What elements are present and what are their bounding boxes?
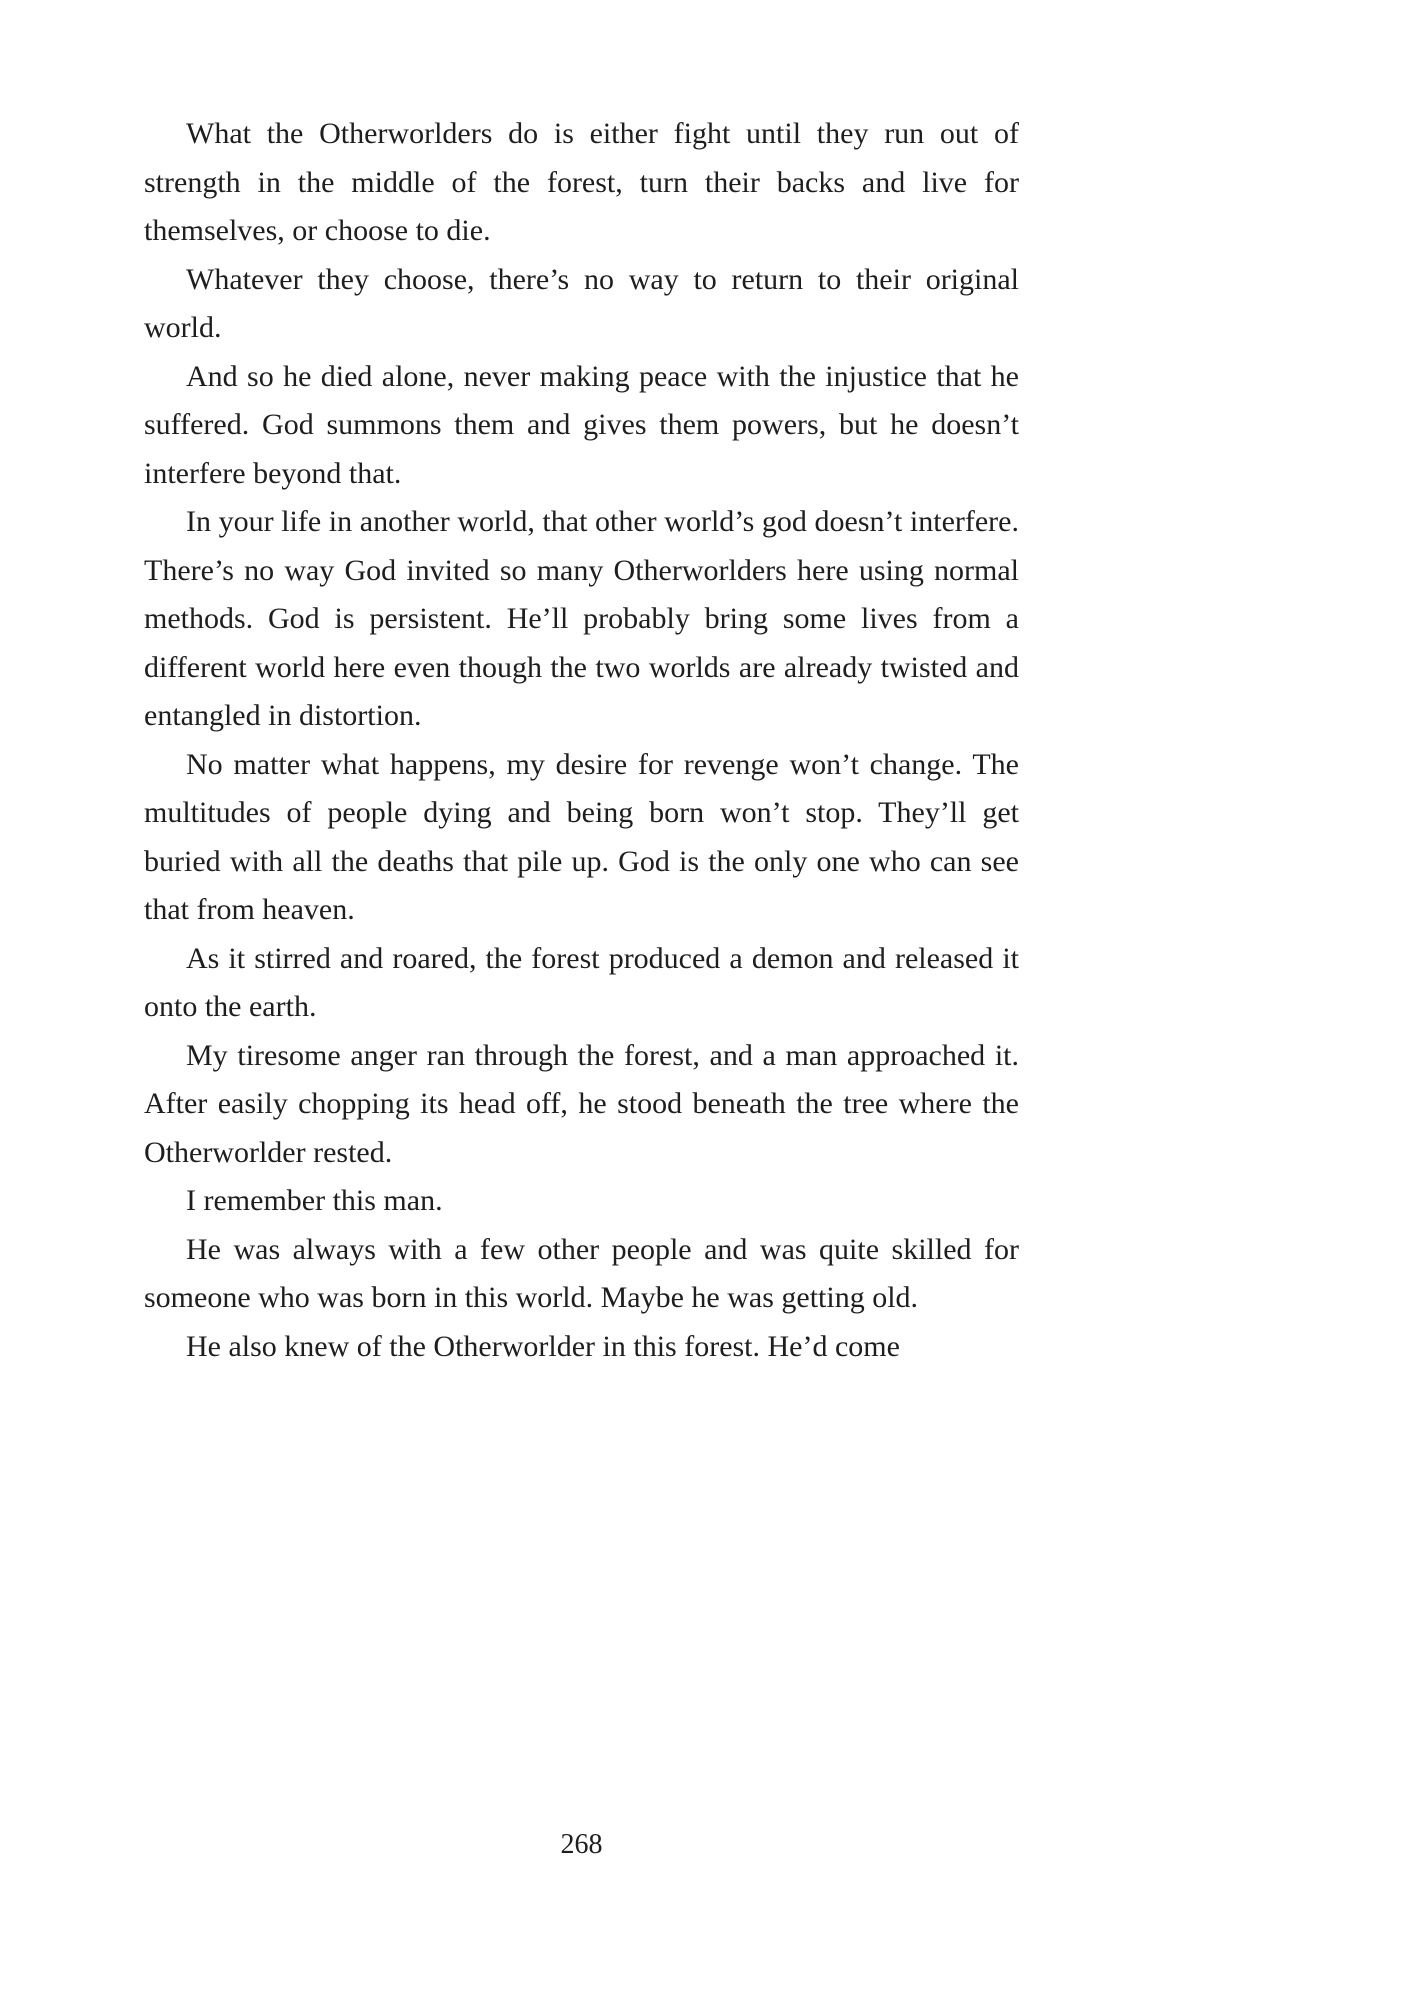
paragraph: I remember this man. <box>186 1184 443 1217</box>
page-text <box>144 110 1019 1371</box>
paragraph: He also knew of the Otherworlder in this forest. He’d come <box>186 1329 900 1363</box>
paragraph: No matter what happens, my desire for revenge won’t change. The multitudes of people dying and being born won’t stop. They’ll get buried with all the deaths that pile up. God is the only one who can see that from heaven. <box>144 747 1019 926</box>
paragraph: And so he died alone, never making peace with the injustice that he suffered. God summons them and gives them powers, but he doesn’t interfere beyond that. <box>144 359 1019 490</box>
paragraph: What the Otherworlders do is either fight until they run out of strength in the middle of the forest, turn their backs and live for themselves, or choose to die. <box>144 117 1019 247</box>
paragraph: He was always with a few other people and was quite skilled for someone who was born in this world. Maybe he was getting old. <box>144 1232 1019 1314</box>
paragraph: As it stirred and roared, the forest produced a demon and released it onto the earth. <box>144 941 1019 1023</box>
paragraph: In your life in another world, that other world’s god doesn’t interfere. There’s no way God invited so many Otherworlders here using normal methods. God is persistent. He’ll probably bring some lives from a different world here even though the two worlds are already twisted and entangled in distortion. <box>144 505 1019 732</box>
paragraph: Whatever they choose, there’s no way to return to their original world. <box>144 262 1019 344</box>
page-number: 268 <box>560 1829 603 1860</box>
paragraph: My tiresome anger ran through the forest, and a man approached it. After easily chopping its head off, he stood beneath the tree where the Otherworlder rested. <box>144 1038 1019 1169</box>
